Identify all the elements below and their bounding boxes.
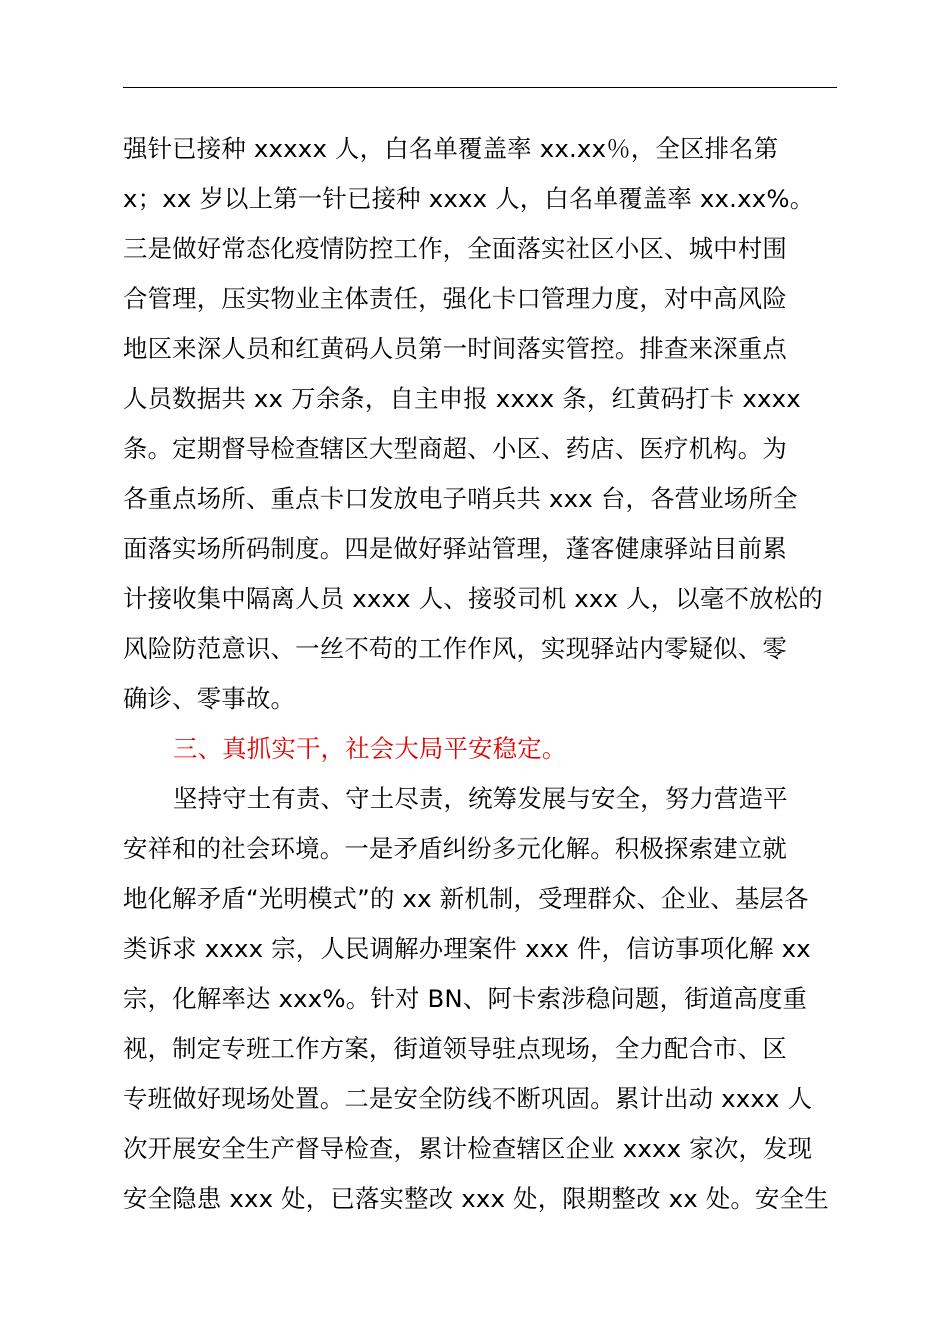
text-line: 风险防范意识、一丝不苟的工作作风，实现驿站内零疑似、零 <box>123 634 787 663</box>
text-line: 三是做好常态化疫情防控工作，全面落实社区小区、城中村围 <box>123 234 787 263</box>
text-line: 视，制定专班工作方案，街道领导驻点现场，全力配合市、区 <box>123 1034 787 1063</box>
text-line: 类诉求 xxxx 宗，人民调解办理案件 xxx 件，信访事项化解 xx <box>123 934 811 963</box>
text-line: 安全隐患 xxx 处，已落实整改 xxx 处，限期整改 xx 处。安全生 <box>123 1184 829 1213</box>
text-line: 面落实场所码制度。四是做好驿站管理，蓬客健康驿站目前累 <box>123 534 787 563</box>
text-line: 次开展安全生产督导检查，累计检查辖区企业 xxxx 家次，发现 <box>123 1134 813 1163</box>
text-line: 合管理，压实物业主体责任，强化卡口管理力度，对中高风险 <box>123 284 787 313</box>
text-line: 各重点场所、重点卡口发放电子哨兵共 xxx 台，各营业场所全 <box>123 484 798 513</box>
text-line: 安祥和的社会环境。一是矛盾纠纷多元化解。积极探索建立就 <box>123 834 787 863</box>
text-line: 宗，化解率达 xxx%。针对 BN、阿卡索涉稳问题，街道高度重 <box>123 984 808 1013</box>
document-body <box>123 124 837 1224</box>
text-line: 地化解矛盾“光明模式”的 xx 新机制，受理群众、企业、基层各 <box>123 884 809 913</box>
text-line: 专班做好现场处置。二是安全防线不断巩固。累计出动 xxxx 人 <box>123 1084 813 1113</box>
text-line: 计接收集中隔离人员 xxxx 人、接驳司机 xxx 人，以毫不放松的 <box>123 584 823 613</box>
text-line: 强针已接种 xxxxx 人，白名单覆盖率 xx.xx％，全区排名第 <box>123 134 779 163</box>
header-rule <box>123 87 837 88</box>
text-line: 坚持守土有责、守土尽责，统筹发展与安全，努力营造平 <box>173 784 788 813</box>
text-line: 确诊、零事故。 <box>123 684 296 713</box>
text-line: 条。定期督导检查辖区大型商超、小区、药店、医疗机构。为 <box>123 434 787 463</box>
section-heading: 三、真抓实干，社会大局平安稳定。 <box>173 734 567 763</box>
text-line: x；xx 岁以上第一针已接种 xxxx 人，白名单覆盖率 xx.xx%。 <box>123 184 815 213</box>
text-line: 地区来深人员和红黄码人员第一时间落实管控。排查来深重点 <box>123 334 787 363</box>
text-line: 人员数据共 xx 万余条，自主申报 xxxx 条，红黄码打卡 xxxx <box>123 384 801 413</box>
